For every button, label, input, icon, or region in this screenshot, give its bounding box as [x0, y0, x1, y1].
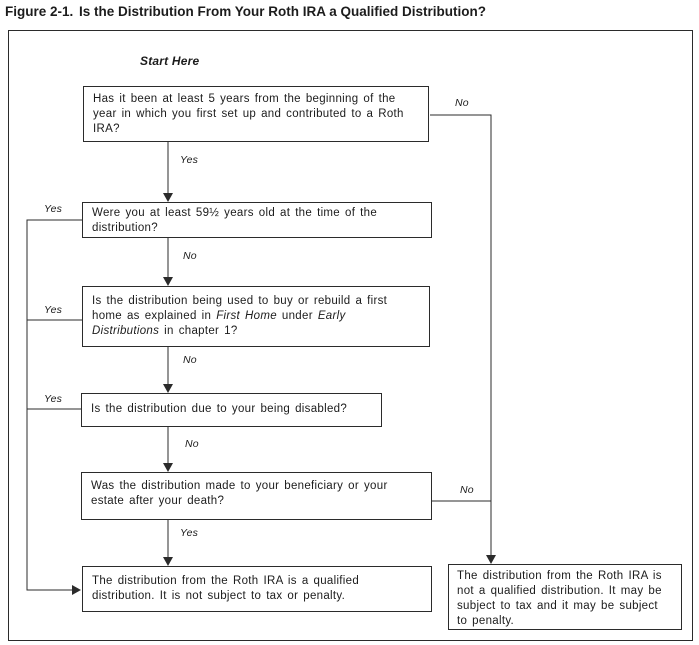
edge-label-no-q2-q3: No — [183, 250, 197, 262]
box-text-line: Were you at least 59½ years old at the time of the — [92, 207, 378, 219]
box-text-segment-italic: First Home — [216, 310, 277, 322]
figure-number: Figure 2-1. — [5, 4, 74, 19]
node-q5-beneficiary-estate — [81, 472, 432, 520]
edge-label-yes-q3: Yes — [44, 304, 63, 316]
edge-label-yes-q4: Yes — [44, 393, 63, 405]
box-text-line: The distribution from the Roth IRA is — [457, 570, 662, 582]
node-q1-five-year-rule — [83, 86, 429, 142]
box-text-line: distribution? — [92, 222, 158, 234]
edge-label-no-q3-q4: No — [183, 354, 197, 366]
node-q4-disabled — [81, 393, 382, 427]
box-text-line: The distribution from the Roth IRA is a qualified — [92, 575, 360, 587]
box-text-line: subject to tax and it may be subject — [457, 600, 658, 612]
box-text-line: IRA? — [93, 123, 120, 135]
box-text-line: Was the distribution made to your beneficiary or your — [91, 480, 388, 492]
box-text-line: to penalty. — [457, 615, 515, 627]
edge-label-yes-q2: Yes — [44, 203, 63, 215]
node-q2-age-59-half — [82, 202, 432, 238]
box-text-segment-italic: Early — [317, 310, 346, 322]
box-text-line: Is the distribution due to your being disabled? — [91, 403, 348, 415]
box-text-line: year in which you first set up and contributed to a Roth — [93, 108, 404, 120]
box-text-line — [92, 324, 420, 339]
box-text-line — [92, 309, 420, 324]
box-text-segment: home as explained in — [92, 310, 217, 322]
edge-label-yes-q1-q2: Yes — [180, 154, 199, 166]
node-q3-first-home — [82, 286, 430, 347]
box-text-segment-italic: Distributions — [92, 325, 160, 337]
box-text-line: distribution. It is not subject to tax or penalty. — [92, 590, 346, 602]
edge-label-no-q5: No — [460, 484, 474, 496]
box-text-line: estate after your death? — [91, 495, 225, 507]
edge-label-yes-q5-result: Yes — [180, 527, 199, 539]
node-result-qualified — [82, 566, 432, 612]
box-text-line: Has it been at least 5 years from the beginning of the — [93, 93, 396, 105]
box-text-line: not a qualified distribution. It may be — [457, 585, 662, 597]
figure-title: Is the Distribution From Your Roth IRA a Qualified Distribution? — [79, 4, 486, 19]
box-text-segment: under — [276, 310, 318, 322]
start-here-label: Start Here — [140, 54, 200, 68]
box-text-segment: in chapter 1? — [159, 325, 238, 337]
box-text-line: Is the distribution being used to buy or rebuild a first — [92, 295, 388, 307]
edge-label-no-q4-q5: No — [185, 438, 199, 450]
node-result-not-qualified — [448, 564, 682, 630]
edge-label-no-q1: No — [455, 97, 469, 109]
